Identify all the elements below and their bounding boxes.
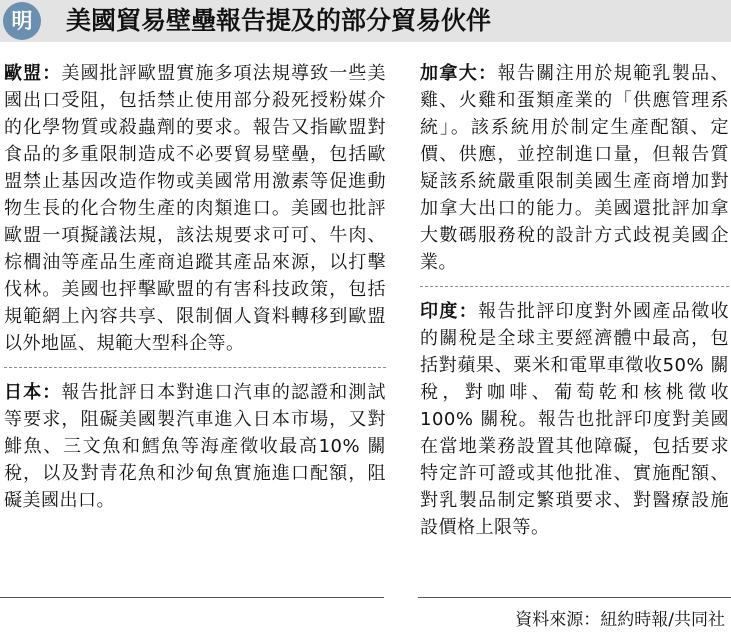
section-canada-body: 報告關注用於規範乳製品、雞、火雞和蛋類產業的「供應管理系統」。該系統用於制定生產配額、定價、供應，並控制進口量，但報告質疑該系統嚴重限制美國生產商增加對加拿大出口的能力。美國還批評加拿大數碼服務稅的設計方式歧視美國企業。: [420, 63, 730, 273]
section-canada: [420, 60, 729, 276]
right-column: [420, 60, 729, 541]
section-eu-body: 美國批評歐盟實施多項法規導致一些美國出口受阻，包括禁止使用部分殺死授粉媒介的化學物質或殺蟲劑的要求。報告又指歐盟對食品的多重限制造成不必要貿易壁壘，包括歐盟禁止基因改造作物或美國常用激素等促進動物生長的化合物生產的肉類進口。美國也批評歐盟一項擬議法規，該法規要求可可、牛肉、棕櫚油等產品生產商追蹤其產品來源，以打擊伐林。美國也抨擊歐盟的有害科技政策，包括規範網上內容共享、限制個人資料轉移到歐盟以外地區、規範大型科企等。: [4, 63, 387, 354]
section-divider: [420, 286, 729, 287]
right-bottom-rule: [418, 597, 731, 598]
header-bar: [0, 0, 731, 42]
section-india-body: 報告批評印度對外國產品徵收的關稅是全球主要經濟體中最高，包括對蘋果、粟米和電單車徵收50% 關稅，對咖啡、葡萄乾和核桃徵收100% 關稅。報告也批評印度對美國在當地業務設置其他障礙，包括要求特定許可證或其他批准、實施配額、對乳製品制定繁瑣要求、對醫療設施設價格上限等。: [420, 301, 730, 538]
section-canada-title: 加拿大：: [420, 63, 498, 84]
left-column: [4, 60, 386, 514]
left-bottom-rule: [0, 597, 384, 598]
source-credit: 資料來源：紐約時報/共同社: [515, 610, 725, 630]
section-india: [420, 298, 729, 541]
section-japan: [4, 379, 386, 514]
section-japan-body: 報告批評日本對進口汽車的認證和測試等要求，阻礙美國製汽車進入日本市場，又對鯡魚、三文魚和鱈魚等海產徵收最高10% 關稅，以及對青花魚和沙甸魚實施進口配額，阻礙美國出口。: [4, 382, 387, 511]
section-eu: [4, 60, 386, 357]
page-title: 美國貿易壁壘報告提及的部分貿易伙伴: [66, 6, 492, 35]
section-eu-title: 歐盟：: [4, 63, 62, 84]
section-divider: [4, 367, 386, 368]
section-japan-title: 日本：: [4, 382, 62, 403]
section-india-title: 印度：: [420, 301, 479, 322]
ming-logo-badge: 明: [3, 2, 41, 40]
